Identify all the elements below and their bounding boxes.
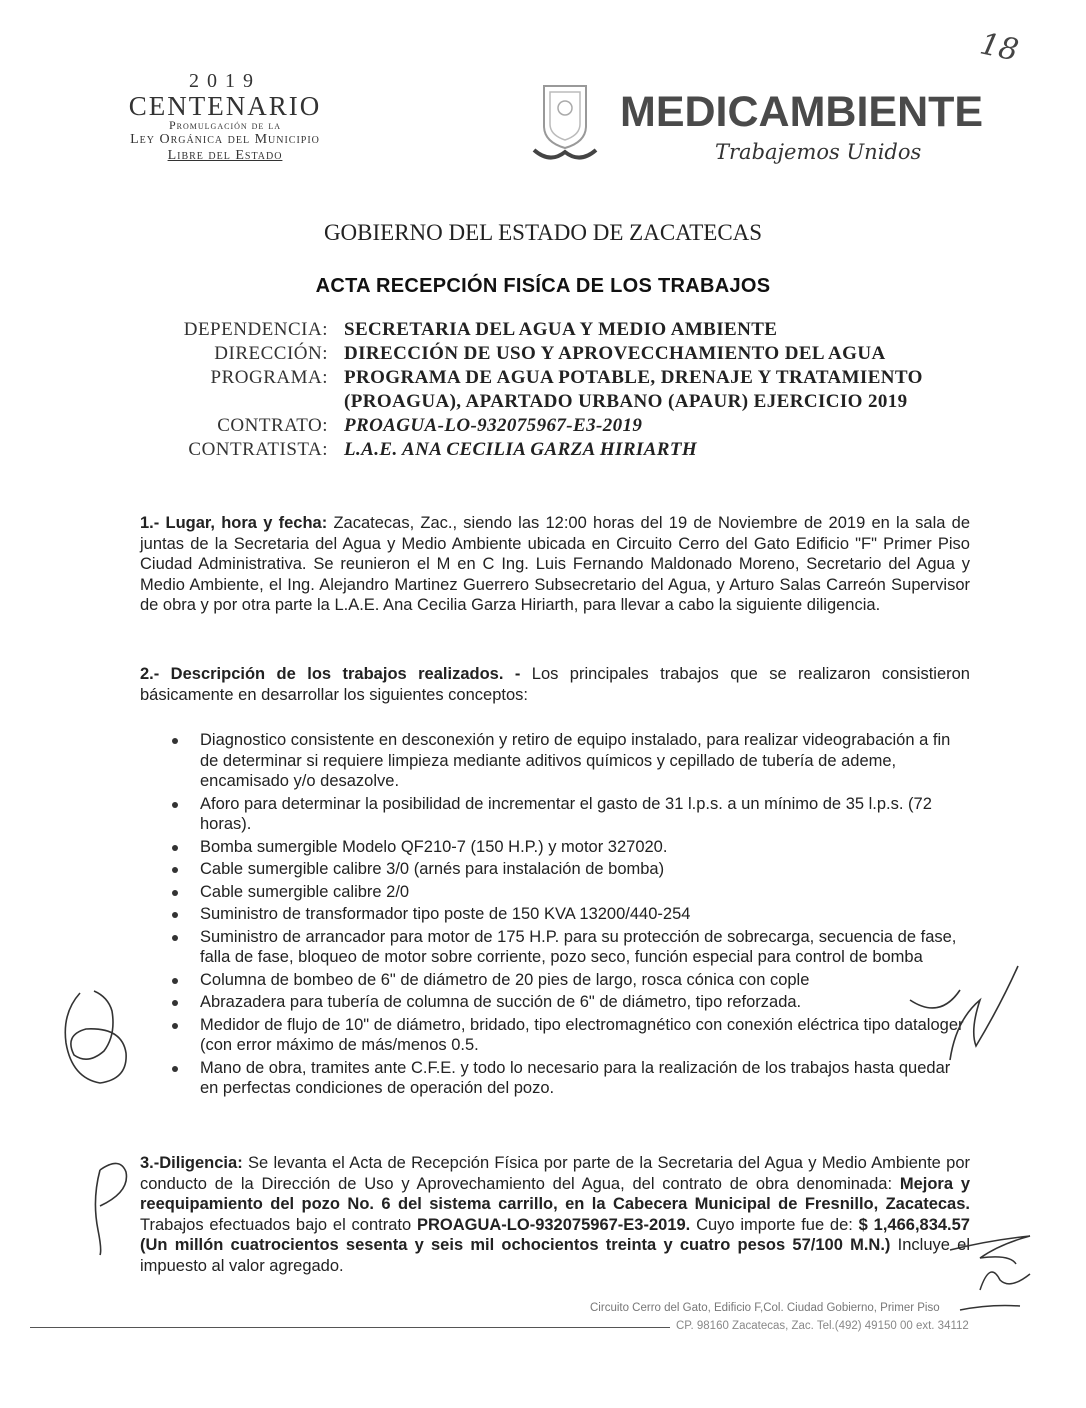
centenario-line1: Promulgación de la bbox=[168, 118, 281, 132]
document-title: ACTA RECEPCIÓN FISÍCA DE LOS TRABAJOS bbox=[315, 275, 771, 297]
list-item: Cable sumergible calibre 2/0 bbox=[168, 882, 970, 903]
section-1-paragraph bbox=[140, 513, 970, 616]
direccion-value: DIRECCIÓN DE USO Y APROVECCHAMIENTO DEL AGUA bbox=[344, 343, 886, 364]
centenario-year: 2019 bbox=[189, 70, 261, 92]
signature-initial-left-1 bbox=[50, 985, 140, 1095]
list-item: Bomba sumergible Modelo QF210-7 (150 H.P.) y motor 327020. bbox=[168, 837, 970, 858]
section-3-heading: 3.-Diligencia: bbox=[140, 1154, 243, 1172]
work-items-list bbox=[168, 730, 970, 1101]
list-item: Abrazadera para tubería de columna de succión de 6" de diámetro, tipo reforzada. bbox=[168, 992, 970, 1013]
section-3-text3: Cuyo importe fue de: bbox=[690, 1215, 859, 1234]
list-item: Cable sumergible calibre 3/0 (arnés para instalación de bomba) bbox=[168, 859, 970, 880]
dependencia-value: SECRETARIA DEL AGUA Y MEDIO AMBIENTE bbox=[344, 319, 778, 340]
document-metadata bbox=[150, 318, 1010, 462]
brand-tagline: Trabajemos Unidos bbox=[715, 140, 922, 164]
programa-label: PROGRAMA: bbox=[210, 367, 328, 388]
footer-divider bbox=[30, 1327, 670, 1328]
state-seal-icon bbox=[530, 78, 600, 168]
meta-row-contrato bbox=[150, 414, 1010, 438]
list-item: Suministro de transformador tipo poste de 150 KVA 13200/440-254 bbox=[168, 904, 970, 925]
signature-initial-left-2 bbox=[80, 1150, 140, 1260]
footer-address: Circuito Cerro del Gato, Edificio F,Col. Ciudad Gobierno, Primer Piso bbox=[590, 1302, 940, 1314]
section-1-text: Zacatecas, Zac., siendo las 12:00 horas del 19 de Noviembre de 2019 en la sala de juntas de la Secretaria del Agua y Medio Ambiente ubicada en Circuito Cerro del Gato Edificio "F" Primer Piso Ciudad Administrativa. Se reunieron el M en C Ing. Luis Fernando Maldonado Moreno, Secretario del Agua y Medio Ambiente, el Ing. Alejandro Martinez Guerrero Subsecretario del Agua, y Arturo Salas Carreón Supervisor de obra y por otra parte la L.A.E. Ana Cecilia Garza Hiriarth, para llevar a cabo la siguiente diligencia. bbox=[140, 514, 970, 614]
list-item: Mano de obra, tramites ante C.F.E. y todo lo necesario para la realización de los trabajos hasta quedar en perfectas condiciones de operación del pozo. bbox=[168, 1058, 970, 1099]
contrato-label: CONTRATO: bbox=[217, 415, 328, 436]
brand-name: MEDICAMBIENTE bbox=[620, 88, 984, 136]
government-heading: GOBIERNO DEL ESTADO DE ZACATECAS bbox=[323, 220, 763, 245]
list-item: Diagnostico consistente en desconexión y retiro de equipo instalado, para realizar videograbación a fin de determinar si requiere limpieza mediante aditivos químicos y cepillado de tubería de ademe, encamisado y/o desazolve. bbox=[168, 730, 970, 792]
list-item: Suministro de arrancador para motor de 175 H.P. para su protección de sobrecarga, secuencia de fase, falla de fase, bloqueo de motor sobre corriente, pozo seco, función especial para control de bomba bbox=[168, 927, 970, 968]
section-3-text1: Se levanta el Acta de Recepción Física por parte de la Secretaria del Agua y Medio Ambiente por conducto de la Dirección de Uso y Aprovechamiento del Agua, del contrato de obra denominada: bbox=[140, 1154, 970, 1193]
page-number: 18 bbox=[976, 26, 1022, 69]
empty-label bbox=[150, 390, 344, 414]
section-3-work-name: Mejora y reequipamiento del pozo No. 6 del sistema carrillo, en la Cabecera Municipal de Fresnillo, Zacatecas. bbox=[140, 1174, 970, 1213]
contratista-label: CONTRATISTA: bbox=[188, 439, 328, 460]
meta-row-contratista bbox=[150, 438, 1010, 462]
centenario-line3: Libre del Estado bbox=[167, 148, 283, 163]
dependencia-label: DEPENDENCIA: bbox=[183, 319, 328, 340]
footer-contact: CP. 98160 Zacatecas, Zac. Tel.(492) 49150 00 ext. 34112 bbox=[676, 1320, 969, 1332]
meta-row-programa bbox=[150, 366, 1010, 390]
meta-row-programa-cont bbox=[150, 390, 1010, 414]
section-3-text2: Trabajos efectuados bajo el contrato bbox=[140, 1215, 417, 1234]
centenario-logo bbox=[100, 70, 350, 164]
programa-value-line1: PROGRAMA DE AGUA POTABLE, DRENAJE Y TRATAMIENTO bbox=[344, 367, 923, 388]
programa-value-line2: (PROAGUA), APARTADO URBANO (APAUR) EJERCICIO 2019 bbox=[344, 391, 908, 412]
section-3-paragraph bbox=[140, 1153, 970, 1276]
list-item: Columna de bombeo de 6" de diámetro de 20 pies de largo, rosca cónica con cople bbox=[168, 970, 970, 991]
list-item: Medidor de flujo de 10" de diámetro, bridado, tipo electromagnético con conexión eléctrica tipo dataloger (con error máximo de más/menos 0.5. bbox=[168, 1015, 970, 1056]
section-3-amount: $ 1,466,834.57 (Un millón cuatrocientos sesenta y seis mil ochocientos treinta y cuatro pesos 57/100 M.N.) bbox=[140, 1215, 970, 1254]
contrato-value: PROAGUA-LO-932075967-E3-2019 bbox=[344, 415, 643, 436]
meta-row-dependencia bbox=[150, 318, 1010, 342]
section-2-heading: 2.- Descripción de los trabajos realizados. - bbox=[140, 665, 521, 683]
contratista-value: L.A.E. ANA CECILIA GARZA HIRIARTH bbox=[344, 439, 698, 460]
list-item: Aforo para determinar la posibilidad de incrementar el gasto de 31 l.p.s. a un mínimo de 35 l.p.s. (72 horas). bbox=[168, 794, 970, 835]
section-2-text: Los principales trabajos que se realizaron consistieron básicamente en desarrollar los siguientes conceptos: bbox=[140, 665, 970, 704]
centenario-title: CENTENARIO bbox=[128, 91, 322, 121]
section-3-text4: Incluye el impuesto al valor agregado. bbox=[140, 1236, 970, 1275]
direccion-label: DIRECCIÓN: bbox=[214, 343, 328, 364]
section-1-heading: 1.- Lugar, hora y fecha: bbox=[140, 514, 328, 532]
section-3-contract: PROAGUA-LO-932075967-E3-2019. bbox=[416, 1215, 691, 1234]
centenario-line2: Ley Orgánica del Municipio bbox=[130, 132, 320, 147]
meta-row-direccion bbox=[150, 342, 1010, 366]
section-2-paragraph bbox=[140, 664, 970, 705]
